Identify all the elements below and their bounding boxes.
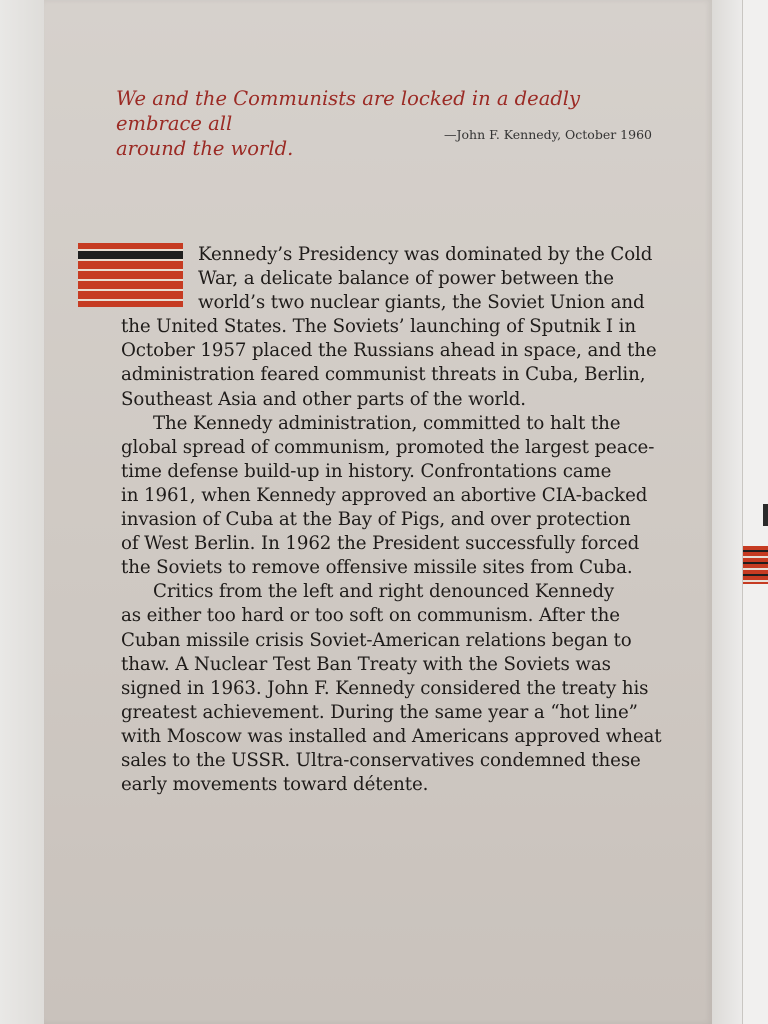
body-line: The Kennedy administration, committed to halt the xyxy=(153,412,621,434)
body-text xyxy=(121,243,662,797)
body-line: global spread of communism, promoted the largest peace- xyxy=(121,436,655,458)
adjacent-panel-edge xyxy=(742,0,768,1024)
body-line: October 1957 placed the Russians ahead in space, and the xyxy=(121,340,657,362)
body-line: the United States. The Soviets’ launching of Sputnik I in xyxy=(121,316,637,338)
body-line: thaw. A Nuclear Test Ban Treaty with the Soviets was xyxy=(121,653,611,675)
left-wall xyxy=(0,0,46,1024)
body-line: the Soviets to remove offensive missile sites from Cuba. xyxy=(121,557,633,579)
body-line: invasion of Cuba at the Bay of Pigs, and over protection xyxy=(121,509,631,531)
quote-line-1: We and the Communists are locked in a deadly embrace all xyxy=(116,87,581,135)
body-line: War, a delicate balance of power between the xyxy=(198,268,614,290)
body-line: as either too hard or too soft on communism. After the xyxy=(121,605,620,627)
adjacent-heading-fragment xyxy=(763,504,768,526)
body-line: in 1961, when Kennedy approved an abortive CIA-backed xyxy=(121,484,648,506)
body-line: with Moscow was installed and Americans approved wheat xyxy=(121,725,662,747)
wall-gap xyxy=(712,0,742,1024)
quote-attribution: —John F. Kennedy, October 1960 xyxy=(444,127,652,142)
kennedy-quote xyxy=(116,86,636,161)
body-line: Cuban missile crisis Soviet-American relations began to xyxy=(121,629,632,651)
body-line: signed in 1963. John F. Kennedy considered the treaty his xyxy=(121,677,649,699)
adjacent-stripe-icon xyxy=(743,546,768,584)
body-line: world’s two nuclear giants, the Soviet Union and xyxy=(198,292,645,314)
body-line: Southeast Asia and other parts of the world. xyxy=(121,388,526,410)
body-line: sales to the USSR. Ultra-conservatives condemned these xyxy=(121,749,641,771)
body-line: administration feared communist threats in Cuba, Berlin, xyxy=(121,364,646,386)
body-line: Critics from the left and right denounced Kennedy xyxy=(153,581,615,603)
body-line: early movements toward détente. xyxy=(121,774,429,796)
quote-line-2: around the world. xyxy=(116,137,294,160)
body-line: Kennedy’s Presidency was dominated by the Cold xyxy=(198,244,653,265)
body-line: time defense build-up in history. Confrontations came xyxy=(121,460,612,482)
body-line: greatest achievement. During the same year a “hot line” xyxy=(121,701,638,723)
body-line: of West Berlin. In 1962 the President successfully forced xyxy=(121,533,640,555)
